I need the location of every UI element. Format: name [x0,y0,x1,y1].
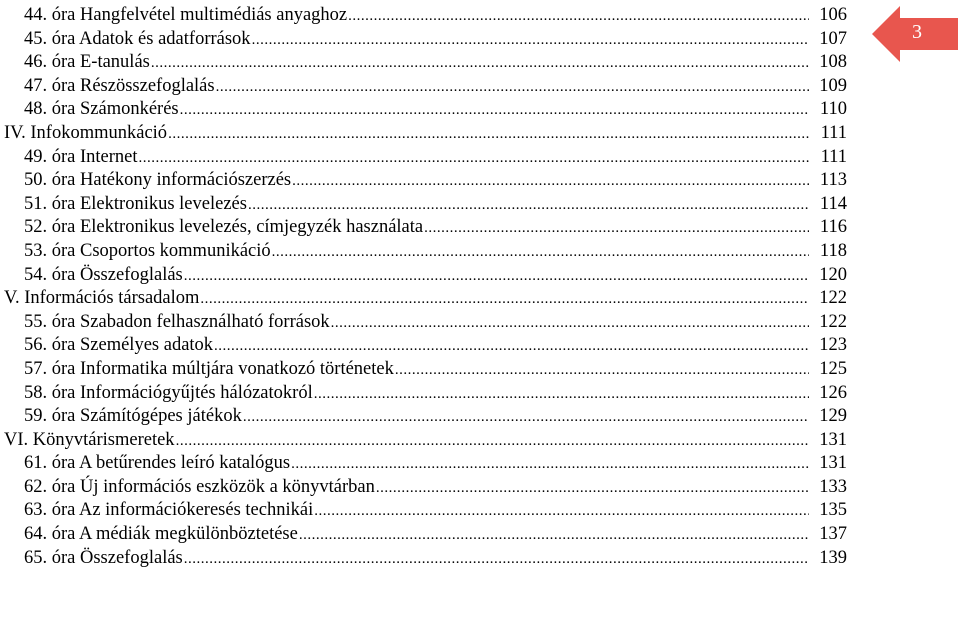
toc-entry-page: 122 [819,311,847,332]
toc-entry-title: 47. óra Részösszefoglalás [24,75,215,96]
toc-entry-page: 107 [819,28,847,49]
page-number: 3 [912,21,922,43]
toc-lesson-row[interactable] [24,405,847,429]
toc-entry-title: 62. óra Új információs eszközök a könyvtárban [24,476,375,497]
toc-dot-leader [200,288,809,312]
toc-entry-page: 114 [819,193,847,214]
toc-lesson-row[interactable] [24,311,847,335]
toc-dot-leader [314,383,809,407]
toc-dot-leader [176,430,809,454]
toc-entry-page: 131 [819,429,847,450]
toc-lesson-row[interactable] [24,264,847,288]
toc-dot-leader [216,76,809,100]
toc-lesson-row[interactable] [24,193,847,217]
toc-entry-page: 111 [820,122,847,143]
toc-entry-page: 116 [819,217,847,238]
toc-entry-title: 61. óra A betűrendes leíró katalógus [24,453,291,474]
toc-dot-leader [292,170,809,194]
toc-entry-page: 113 [819,170,847,191]
toc-entry-title: 52. óra Elektronikus levelezés, címjegyzék használata [24,217,424,238]
toc-entry-page: 109 [819,75,847,96]
toc-entry-page: 111 [820,146,847,167]
toc-dot-leader [314,500,809,524]
toc-lesson-row[interactable] [24,334,847,358]
toc-lesson-row[interactable] [24,499,847,523]
toc-dot-leader [214,335,809,359]
toc-entry-page: 137 [819,524,847,545]
toc-entry-title: 59. óra Számítógépes játékok [24,406,242,427]
toc-lesson-row[interactable] [24,358,847,382]
toc-entry-title: 56. óra Személyes adatok [24,335,214,356]
toc-dot-leader [139,147,809,171]
toc-dot-leader [248,194,809,218]
toc-entry-title: IV. Infokommunkáció [4,122,168,143]
toc-entry-page: 129 [819,406,847,427]
toc-entry-title: 58. óra Információgyűjtés hálózatokról [24,382,313,403]
toc-dot-leader [184,265,809,289]
toc-entry-title: 44. óra Hangfelvétel multimédiás anyaghoz [24,5,348,25]
toc-lesson-row[interactable] [24,547,847,571]
toc-entry-title: 54. óra Összefoglalás [24,264,183,285]
toc-lesson-row[interactable] [24,382,847,406]
toc-lesson-row[interactable] [24,98,847,122]
toc-dot-leader [151,52,809,76]
toc-entry-title: V. Információs társadalom [4,288,200,309]
toc-dot-leader [331,312,809,336]
toc-entry-title: 46. óra E-tanulás [24,52,150,73]
toc-entry-page: 135 [819,500,847,521]
toc-entry-page: 110 [819,99,847,120]
toc-dot-leader [291,453,809,477]
toc-dot-leader [243,406,809,430]
toc-dot-leader [272,241,809,265]
toc-entry-page: 106 [819,5,847,25]
toc-lesson-row[interactable] [24,28,847,52]
toc-entry-page: 126 [819,382,847,403]
toc-entry-title: 57. óra Informatika múltjára vonatkozó történetek [24,358,394,379]
toc-lesson-row[interactable] [24,523,847,547]
toc-dot-leader [395,359,809,383]
toc-entry-title: 45. óra Adatok és adatforrások [24,28,251,49]
toc-entry-page: 120 [819,264,847,285]
toc-dot-leader [348,5,809,29]
toc-entry-page: 123 [819,335,847,356]
toc-lesson-row[interactable] [24,75,847,99]
toc-chapter-row[interactable] [4,287,847,311]
toc-entry-title: VI. Könyvtárismeretek [4,429,175,450]
toc-lesson-row[interactable] [24,240,847,264]
toc-lesson-row[interactable] [24,51,847,75]
toc-entry-page: 122 [819,288,847,309]
toc-entry-title: 50. óra Hatékony információszerzés [24,170,292,191]
toc-lesson-row[interactable] [24,216,847,240]
toc-chapter-row[interactable] [4,429,847,453]
toc-entry-title: 63. óra Az információkeresés technikái [24,500,314,521]
toc-dot-leader [299,524,809,548]
table-of-contents [4,4,847,570]
toc-lesson-row[interactable] [24,169,847,193]
toc-dot-leader [184,548,809,572]
toc-dot-leader [168,123,809,147]
toc-entry-page: 139 [819,547,847,568]
toc-entry-title: 64. óra A médiák megkülönböztetése [24,524,298,545]
toc-entry-page: 125 [819,358,847,379]
toc-entry-page: 118 [819,240,847,261]
toc-dot-leader [252,29,809,53]
toc-lesson-row[interactable] [24,4,847,28]
toc-lesson-row[interactable] [24,476,847,500]
toc-entry-page: 108 [819,52,847,73]
toc-entry-title: 53. óra Csoportos kommunikáció [24,240,271,261]
toc-chapter-row[interactable] [4,122,847,146]
toc-dot-leader [424,217,809,241]
toc-dot-leader [180,99,809,123]
toc-entry-title: 49. óra Internet [24,146,138,167]
toc-entry-title: 65. óra Összefoglalás [24,547,183,568]
toc-lesson-row[interactable] [24,452,847,476]
toc-lesson-row[interactable] [24,146,847,170]
toc-entry-title: 51. óra Elektronikus levelezés [24,193,247,214]
toc-entry-page: 131 [819,453,847,474]
toc-entry-title: 48. óra Számonkérés [24,99,179,120]
toc-dot-leader [376,477,809,501]
toc-entry-title: 55. óra Szabadon felhasználható források [24,311,330,332]
page-number-badge [872,4,958,64]
toc-entry-page: 133 [819,476,847,497]
